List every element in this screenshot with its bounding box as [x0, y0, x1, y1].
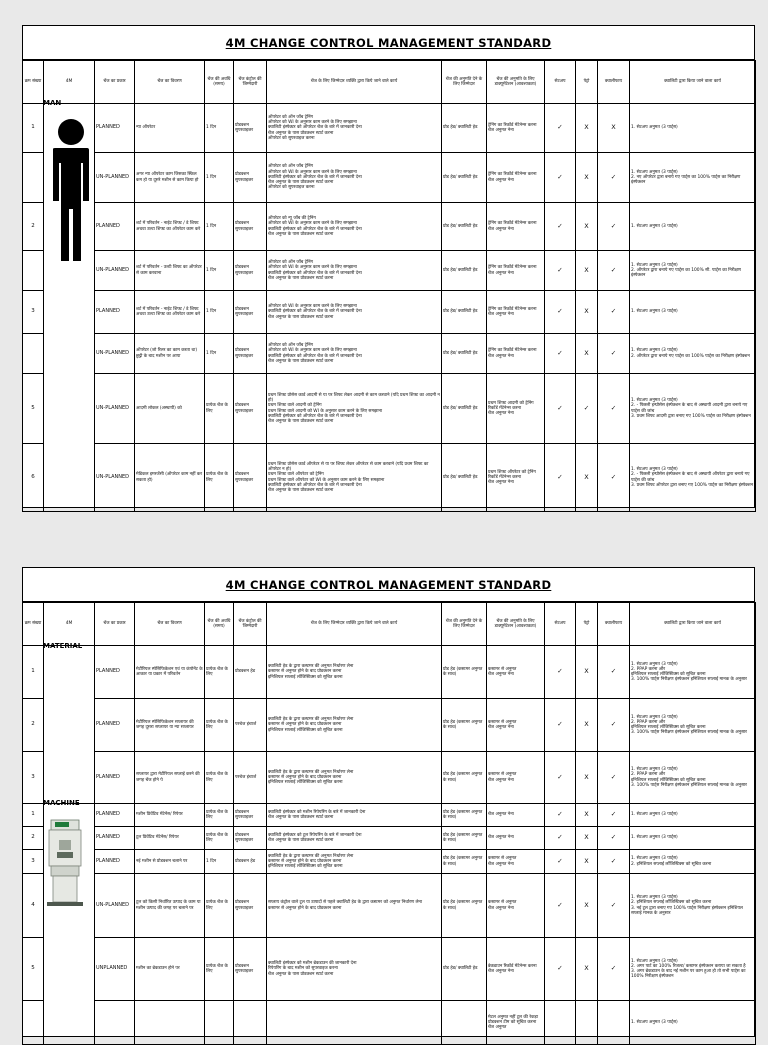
documentation-cell: कस्टमर से अनुमत चेंज अनुमत नेना [487, 646, 545, 699]
actions-cell: क्वालिटी इंस्पेक्टर को मशीन रिपेयरिंग के बारे में जानकारी देना चेंज अनुमत के पास प्रोडक्शन स्टार्ट करना [267, 804, 442, 827]
approver-cell [442, 1001, 487, 1045]
responsibility-cell: प्रोडक्शन सुपरवाइजर [234, 203, 267, 251]
setup-mark-cell: ✓ [545, 251, 576, 291]
quality-action-cell: 1. सेटअप अनुमत (3 पार्ट्स) [630, 203, 756, 251]
header-row [23, 603, 756, 646]
change-description-cell: अगर न्या ऑपरेटर काम जिसका स्किल कम हो या दूसरे मशीन से काम किया हो [135, 153, 205, 203]
responsibility-cell: प्रोडक्शन सुपरवाइजर [234, 874, 267, 938]
table-row [23, 804, 756, 827]
actions-cell: ऑपरेटर को न्यू जॉब की ट्रेनिंग ऑपरेटर को WI के अनुसार काम करने के लिए समझाना क्वालिटी इंस्पेक्टर को ऑपरेटर चेंज के बारे में जानकारी देना चेंज अनुमत के पास प्रोडक्शन स्टार्ट करना [267, 203, 442, 251]
category-cell [44, 334, 95, 374]
table-row [23, 251, 756, 291]
quality-action-cell: 1. सेटअप अनुमत (3 पार्ट्स) [630, 291, 756, 334]
quality-action-cell: 1. सेटअप अनुमत (3 पार्ट्स) 2. PPAP करना और इनिशियल सप्लाई लॉजिस्टिक्स को सूचित करना 3. 100% पार्ट्स निरीक्षण इंस्पेक्शन इनिशियल सप्लाई मानक के अनुसार [630, 752, 756, 804]
sno-cell: 2 [23, 699, 44, 752]
actions-cell: क्वालिटी इंस्पेक्टर को मशीन ब्रेकडाउन की जानकारी देना रिपेयरिंग के बाद मशीन को सुपरवाइज करना चेंज अनुमत के पास प्रोडक्शन स्टार्ट करना [267, 938, 442, 1001]
responsibility-cell: परचेज इंचार्ज [234, 752, 267, 804]
duration-cell: 1 दिन [205, 291, 234, 334]
change-type-cell: UNPLANNED [95, 938, 135, 1001]
qualify-mark-cell: ✓ [598, 938, 630, 1001]
quality-action-cell: 1. सेटअप अनुमत (3 पार्ट्स) [630, 827, 756, 850]
change-type-cell: PLANNED [95, 752, 135, 804]
setup-mark-cell: ✓ [545, 104, 576, 153]
change-type-cell [95, 1001, 135, 1045]
header-cell: सेटअप [545, 603, 576, 646]
setup-mark-cell: ✓ [545, 291, 576, 334]
table-row [23, 291, 756, 334]
change-type-cell: PLANNED [95, 104, 135, 153]
header-cell: चेंज की अवधि (समय) [205, 61, 234, 104]
patrol-mark-cell: X [576, 153, 598, 203]
qualify-mark-cell: ✓ [598, 374, 630, 444]
setup-mark-cell: ✓ [545, 850, 576, 874]
header-cell: चेंज की अनुमति देने के लिए जिम्मेदार [442, 61, 487, 104]
actions-cell [267, 1001, 442, 1045]
patrol-mark-cell: X [576, 444, 598, 512]
change-description-cell: मेडिकल इमरजेंसी (ऑपरेटर काम नहीं कर सकता हो) [135, 444, 205, 512]
documentation-cell: ट्रेनिंग का रिकॉर्ड मेंटेनेन्स करना चेंज अनुमत नेना [487, 104, 545, 153]
change-description-cell: न्या ऑपरेटर [135, 104, 205, 153]
qualify-mark-cell: ✓ [598, 334, 630, 374]
category-cell [44, 699, 95, 752]
change-description-cell: मेटीरियल स्पेसिफिकेशन एवं या कंपोनेंट के आकार या प्रकार में परिवर्तन [135, 646, 205, 699]
change-type-cell: PLANNED [95, 646, 135, 699]
header-cell: क्वालीफाय [598, 603, 630, 646]
sno-cell: 6 [23, 444, 44, 512]
quality-action-cell: 1. सेटअप अनुमत (3 पार्ट्स) 2. PPAP करना और इनिशियल सप्लाई लॉजिस्टिक्स को सूचित करना 3. 100% पार्ट्स निरीक्षण इंस्पेक्शन इनिशियल सप्लाई मानक के अनुसार [630, 699, 756, 752]
actions-cell: क्वालिटी हेड के द्वारा कस्टमर की अनुमत निर्धारण लेना कस्टमर से अनुमत होने के बाद प्रोडक्शन करना इनिशियल सप्लाई लॉजिस्टिक्स को सूचित करना [267, 752, 442, 804]
patrol-mark-cell: X [576, 334, 598, 374]
change-description-cell: मशीन का ब्रेकडाउन होने पर [135, 938, 205, 1001]
table-row [23, 874, 756, 938]
change-table-man [22, 60, 756, 512]
change-description-cell: आदमी लोकल (अस्थायी) को [135, 374, 205, 444]
change-type-cell: PLANNED [95, 203, 135, 251]
approver-cell: प्रोड हेड (कस्टमर अनुमत के साथ) [442, 874, 487, 938]
documentation-cell: ट्रेनिंग का रिकॉर्ड मेंटेनेन्स करना चेंज अनुमत नेना [487, 334, 545, 374]
patrol-mark-cell: X [576, 203, 598, 251]
sno-cell: 1 [23, 104, 44, 153]
sno-cell: 2 [23, 827, 44, 850]
qualify-mark-cell: ✓ [598, 874, 630, 938]
responsibility-cell: प्रोडक्शन सुपरवाइजर [234, 291, 267, 334]
duration-cell: प्रत्येक चेंज के लिए [205, 827, 234, 850]
rows-man [23, 104, 756, 512]
approver-cell: प्रोड हेड (कस्टमर अनुमत के साथ) [442, 646, 487, 699]
responsibility-cell: प्रोडक्शन सुपरवाइजर [234, 104, 267, 153]
responsibility-cell: प्रोडक्शन सुपरवाइजर [234, 334, 267, 374]
duration-cell [205, 1001, 234, 1045]
header-cell: क्रम संख्या [23, 603, 44, 646]
standard-sheet-material-machine [22, 567, 755, 1037]
category-label-man: MAN [43, 99, 62, 107]
documentation-cell: प्रथम शिफ्ट आदमी को ट्रेनिंग रिकॉर्ड मेंटेनेन्स करना चेंज अनुमत नेना [487, 374, 545, 444]
patrol-mark-cell: ✓ [576, 374, 598, 444]
change-type-cell: PLANNED [95, 827, 135, 850]
header-cell: क्वालिटी द्वारा किया जाने वाला कार्य [630, 61, 756, 104]
responsibility-cell: परचेज इंचार्ज [234, 699, 267, 752]
change-type-cell: PLANNED [95, 804, 135, 827]
quality-action-cell: 1. सेटअप अनुमत (3 पार्ट्स) [630, 804, 756, 827]
category-cell [44, 1001, 95, 1045]
responsibility-cell: प्रोडक्शन सुपरवाइजर [234, 374, 267, 444]
responsibility-cell [234, 1001, 267, 1045]
sno-cell [23, 251, 44, 291]
patrol-mark-cell: X [576, 938, 598, 1001]
documentation-cell: चेंज अनुमत नेना [487, 804, 545, 827]
patrol-mark-cell: X [576, 104, 598, 153]
table-row [23, 153, 756, 203]
table-row [23, 444, 756, 512]
approver-cell: प्रोड हेड (कस्टमर अनुमत के साथ) [442, 850, 487, 874]
header-cell: 4M [44, 61, 95, 104]
sheet-title: 4M CHANGE CONTROL MANAGEMENT STANDARD [23, 26, 754, 60]
actions-cell: प्रथम शिफ्ट प्रोसेस कार्ड ऑपरेटर से या पर शिफ्ट लेकर ऑपरेटर से काम करवाने (यदि प्रथम शिफ्ट का ऑपरेटर न हो) प्रथम शिफ्ट वाले ऑपरेटर को ट्रेनिंग प्रथम शिफ्ट वाले ऑपरेटर को WI के अनुसार काम करने के लिए समझाना क्वालिटी इंस्पेक्टर को ऑपरेटर चेंज के बारे में जानकारी देना चेंज अनुमत के पास प्रोडक्शन स्टार्ट करना [267, 444, 442, 512]
documentation-cell: कस्टमर से अनुमत चेंज अनुमत नेना [487, 752, 545, 804]
qualify-mark-cell: ✓ [598, 752, 630, 804]
change-type-cell: PLANNED [95, 850, 135, 874]
setup-mark-cell: ✓ [545, 374, 576, 444]
category-label-material: MATERIAL [43, 642, 83, 650]
table-row [23, 203, 756, 251]
press-machine-icon [43, 818, 87, 908]
duration-cell: 1 दिन [205, 850, 234, 874]
documentation-cell: प्रथम शिफ्ट ऑपरेटर को ट्रेनिंग रिकॉर्ड मेंटेनेन्स करना चेंज अनुमत नेना [487, 444, 545, 512]
actions-cell: क्वालिटी इंस्पेक्टर को टूल रिपेयरिंग के बारे में जानकारी देना चेंज अनुमत के पास प्रोडक्शन स्टार्ट करना [267, 827, 442, 850]
category-cell [44, 444, 95, 512]
actions-cell: ऑपरेटर को ऑन जॉब ट्रेनिंग ऑपरेटर को WI के अनुसार काम करने के लिए समझाना क्वालिटी इंस्पेक्टर को ऑपरेटर चेंज के बारे में जानकारी देना चेंज अनुमत के पास प्रोडक्शन स्टार्ट करना [267, 251, 442, 291]
duration-cell: 1 दिन [205, 251, 234, 291]
approver-cell: प्रोड हेड (कस्टमर अनुमत के साथ) [442, 804, 487, 827]
duration-cell: 1 दिन [205, 153, 234, 203]
duration-cell: 1 दिन [205, 104, 234, 153]
header-cell: चेंज कंट्रोल की जिम्मेदारी [234, 61, 267, 104]
sno-cell: 3 [23, 850, 44, 874]
table-row [23, 699, 756, 752]
category-cell [44, 374, 95, 444]
change-type-cell: UN-PLANNED [95, 444, 135, 512]
setup-mark-cell: ✓ [545, 827, 576, 850]
quality-action-cell: 1. सेटअप अनुमत (3 पार्ट्स) [630, 104, 756, 153]
table-row [23, 752, 756, 804]
quality-action-cell: 1. सेटअप अनुमत (3 पार्ट्स) 2. - पिछली इन्प्रोसेस इंस्पेक्शन के बाद से अस्थायी ऑपरेटर द्वारा बनाये गए पार्ट्स की जांच 3. प्रथम शिफ्ट ऑपरेटर द्वारा बनाए गए 100% पार्ट्स का निरीक्षण इंस्पेक्शन [630, 444, 756, 512]
documentation-cell: मेटल अनुमत नहीं टूल की रेकड़ा प्रोडक्शन टीम को सूचित करना चेंज अनुमत [487, 1001, 545, 1045]
quality-action-cell: 1. सेटअप अनुमत (3 पार्ट्स) 2. ऑपरेटर द्वारा बनाये गए पार्ट्स का 100% पार्ट्स का निरीक्षण इंस्पेक्शन [630, 334, 756, 374]
change-type-cell: PLANNED [95, 291, 135, 334]
setup-mark-cell [545, 1001, 576, 1045]
category-cell [44, 752, 95, 804]
change-type-cell: UN-PLANNED [95, 874, 135, 938]
patrol-mark-cell: X [576, 291, 598, 334]
duration-cell: प्रत्येक चेंज के लिए [205, 444, 234, 512]
documentation-cell: कस्टमर से अनुमत चेंज अनुमत नेना [487, 699, 545, 752]
change-type-cell: UN-PLANNED [95, 251, 135, 291]
duration-cell: 1 दिन [205, 334, 234, 374]
setup-mark-cell: ✓ [545, 938, 576, 1001]
change-description-cell: शर्ट में परिवर्तन - नाईट शिफ्ट / डे शिफ्ट अथवा उल्टा शिफ्ट का ऑपरेटर काम करे [135, 291, 205, 334]
actions-cell: क्वालिटी हेड के द्वारा कस्टमर की अनुमत निर्धारण लेना कस्टमर से अनुमत होने के बाद प्रोडक्शन करना इनिशियल सप्लाई लॉजिस्टिक्स को सूचित करना [267, 850, 442, 874]
patrol-mark-cell: X [576, 850, 598, 874]
header-cell: चेंज के लिए जिम्मेदार व्यक्ति द्वारा किये जाने वाले कार्य [267, 603, 442, 646]
approver-cell: प्रोड हेड/ क्वालिटी हेड [442, 444, 487, 512]
quality-action-cell: 1. सेटअप अनुमत (3 पार्ट्स) [630, 1001, 756, 1045]
change-type-cell: UN-PLANNED [95, 374, 135, 444]
documentation-cell: ट्रेनिंग का रिकॉर्ड मेंटेनेन्स करना चेंज अनुमत नेना [487, 291, 545, 334]
responsibility-cell: प्रोडक्शन सुपरवाइजर [234, 804, 267, 827]
approver-cell: प्रोड हेड/ क्वालिटी हेड [442, 291, 487, 334]
duration-cell: प्रत्येक चेंज के लिए [205, 752, 234, 804]
actions-cell: प्रथम शिफ्ट प्रोसेस कार्ड आदमी से या पर शिफ्ट लेकर आदमी से काम करवाने (यदि प्रथम शिफ्ट का आदमी न हो) प्रथम शिफ्ट वाले आदमी को ट्रेनिंग प्रथम शिफ्ट वाले आदमी को WI के अनुसार काम करने के लिए समझाना क्वालिटी इंस्पेक्टर को ऑपरेटर चेंज के बारे में जानकारी देना चेंज अनुमत के पास प्रोडक्शन स्टार्ट करना [267, 374, 442, 444]
documentation-cell: चेंज अनुमत नेना [487, 827, 545, 850]
duration-cell: प्रत्येक चेंज के लिए [205, 874, 234, 938]
table-row [23, 104, 756, 153]
patrol-mark-cell: X [576, 874, 598, 938]
responsibility-cell: प्रोडक्शन सुपरवाइजर [234, 444, 267, 512]
header-cell: पेट्रो [576, 603, 598, 646]
header-cell: चेंज की अवधि (समय) [205, 603, 234, 646]
setup-mark-cell: ✓ [545, 874, 576, 938]
qualify-mark-cell: ✓ [598, 804, 630, 827]
sno-cell: 5 [23, 938, 44, 1001]
qualify-mark-cell: ✓ [598, 291, 630, 334]
category-cell [44, 646, 95, 699]
quality-action-cell: 1. सेटअप अनुमत (3 पार्ट्स) 2. PPAP करना और इनिशियल सप्लाई लॉजिस्टिक्स को सूचित करना 3. 100% पार्ट्स निरीक्षण इंस्पेक्शन इनिशियल सप्लाई मानक के अनुसार [630, 646, 756, 699]
setup-mark-cell: ✓ [545, 804, 576, 827]
setup-mark-cell: ✓ [545, 334, 576, 374]
header-cell: 4M [44, 603, 95, 646]
setup-mark-cell: ✓ [545, 203, 576, 251]
actions-cell: ऑपरेटर को ऑन जॉब ट्रेनिंग ऑपरेटर को WI के अनुसार काम करने के लिए समझाना क्वालिटी इंस्पेक्टर को ऑपरेटर चेंज के बारे में जानकारी देना चेंज अनुमत के पास प्रोडक्शन स्टार्ट करना [267, 334, 442, 374]
actions-cell: ऑपरेटर को WI के अनुसार काम करने के लिए समझाना क्वालिटी इंस्पेक्टर को ऑपरेटर चेंज के बारे में जानकारी देना चेंज अनुमत के पास प्रोडक्शन स्टार्ट करना [267, 291, 442, 334]
approver-cell: प्रोड हेड/ क्वालिटी हेड [442, 153, 487, 203]
change-description-cell: सप्लायर द्वारा मेटीरियल सप्लाई करने की जगह चेंज होने पे [135, 752, 205, 804]
quality-action-cell: 1. सेटअप अनुमत (3 पार्ट्स) 2. अगर पार्ट का 100% रिजल्ट/ कस्टमर इंस्पेक्शन कराया जा सकता है 3. अगर ब्रेकडाउन के बाद नई मशीन पर काम हुआ हो तो सभी पार्ट्स का 100% निरीक्षण इंस्पेक्शन [630, 938, 756, 1001]
actions-cell: क्वालिटी हेड के द्वारा कस्टमर की अनुमत निर्धारण लेना कस्टमर से अनुमत होने के बाद प्रोडक्शन करना इनिशियल सप्लाई लॉजिस्टिक्स को सूचित करना [267, 699, 442, 752]
header-cell: चेंज की अनुमति के लिए डाक्यूमेंटेशन (आवश्यकता) [487, 603, 545, 646]
approver-cell: प्रोड हेड/ क्वालिटी हेड [442, 938, 487, 1001]
category-cell [44, 291, 95, 334]
header-cell: चेंज का विवरण [135, 61, 205, 104]
actions-cell: क्वालिटी हेड के द्वारा कस्टमर की अनुमत निर्धारण लेना कस्टमर से अनुमत होने के बाद प्रोडक्शन करना इनिशियल सप्लाई लॉजिस्टिक्स को सूचित करना [267, 646, 442, 699]
sno-cell: 2 [23, 203, 44, 251]
setup-mark-cell: ✓ [545, 646, 576, 699]
sno-cell: 3 [23, 752, 44, 804]
actions-cell: ऑपरेटर को ऑन जॉब ट्रेनिंग ऑपरेटर को WI के अनुसार काम करने के लिए समझाना क्वालिटी इंस्पेक्टर को ऑपरेटर चेंज के बारे में जानकारी देना चेंज अनुमत के पास प्रोडक्शन स्टार्ट करना ऑपरेटर को सुपरवाइज करना [267, 104, 442, 153]
sno-cell: 4 [23, 874, 44, 938]
change-description-cell [135, 1001, 205, 1045]
approver-cell: प्रोड हेड/ क्वालिटी हेड [442, 334, 487, 374]
qualify-mark-cell: ✓ [598, 699, 630, 752]
change-table-material-machine [22, 602, 756, 1045]
documentation-cell: ब्रेकडाउन रिकॉर्ड मेंटेनेन्स करना चेंज अनुमत नेना [487, 938, 545, 1001]
category-cell [44, 938, 95, 1001]
change-description-cell: मशीन प्रिवेंटिव मेंटेनेंस/ रिपेयर [135, 804, 205, 827]
qualify-mark-cell: ✓ [598, 251, 630, 291]
header-cell: पेट्रो [576, 61, 598, 104]
change-type-cell: PLANNED [95, 699, 135, 752]
table-row [23, 827, 756, 850]
sno-cell [23, 153, 44, 203]
setup-mark-cell: ✓ [545, 153, 576, 203]
patrol-mark-cell: X [576, 699, 598, 752]
duration-cell: प्रत्येक चेंज के लिए [205, 699, 234, 752]
qualify-mark-cell: ✓ [598, 827, 630, 850]
approver-cell: प्रोड हेड (कस्टमर अनुमत के साथ) [442, 699, 487, 752]
documentation-cell: ट्रेनिंग का रिकॉर्ड मेंटेनेन्स करना चेंज अनुमत नेना [487, 203, 545, 251]
header-row [23, 61, 756, 104]
approver-cell: प्रोड हेड/ क्वालिटी हेड [442, 203, 487, 251]
table-row [23, 374, 756, 444]
duration-cell: 1 दिन [205, 203, 234, 251]
approver-cell: प्रोड हेड (कस्टमर अनुमत के साथ) [442, 752, 487, 804]
sno-cell: 3 [23, 291, 44, 334]
quality-action-cell: 1. सेटअप अनुमत (3 पार्ट्स) 2. नए ऑपरेटर द्वारा बनाये गए पार्ट्स का 100% पार्ट्स का निरीक्षण इंस्पेक्शन [630, 153, 756, 203]
sno-cell [23, 1001, 44, 1045]
table-row [23, 938, 756, 1001]
approver-cell: प्रोड हेड/ क्वालिटी हेड [442, 374, 487, 444]
sno-cell [23, 334, 44, 374]
patrol-mark-cell: X [576, 804, 598, 827]
documentation-cell: कस्टमर से अनुमत चेंज अनुमत नेना [487, 874, 545, 938]
man-icon [45, 119, 97, 265]
approver-cell: प्रोड हेड/ क्वालिटी हेड [442, 104, 487, 153]
setup-mark-cell: ✓ [545, 752, 576, 804]
quality-action-cell: 1. सेटअप अनुमत (3 पार्ट्स) 2. इनिशियल सप्लाई लॉजिस्टिक्स को सूचित करना 3. नई टूल द्वारा बनाए गए 100% पार्ट्स निरीक्षण इंस्पेक्शन इनिशियल सप्लाई मानक के अनुसार [630, 874, 756, 938]
change-description-cell: टूल को किसी निर्धारित उत्पाद के काम या मशीन उत्पाद की जगह पर चलाने पर [135, 874, 205, 938]
rows-material-machine [23, 646, 756, 1045]
change-description-cell: मेटीरियल स्पेसिफिकेशन सप्लायर की जगह दूसरा सप्लायर या न्या सप्लायर [135, 699, 205, 752]
header-cell: क्रम संख्या [23, 61, 44, 104]
documentation-cell: ट्रेनिंग का रिकॉर्ड मेंटेनेन्स करना चेंज अनुमत नेना [487, 251, 545, 291]
quality-action-cell: 1. सेटअप अनुमत (3 पार्ट्स) 2. - पिछली इन्प्रोसेस इंस्पेक्शन के बाद से अस्थायी आदमी द्वारा बनाये गए पार्ट्स की जांच 3. प्रथम शिफ्ट आदमी द्वारा बनाए गए 100% पार्ट्स का निरीक्षण इंस्पेक्शन [630, 374, 756, 444]
patrol-mark-cell: X [576, 752, 598, 804]
change-description-cell: शर्ट में परिवर्तन - उल्टी शिफ्ट का ऑपरेटर से काम करवाना [135, 251, 205, 291]
header-cell: चेंज का प्रकार [95, 603, 135, 646]
change-description-cell: शर्ट में परिवर्तन - नाईट शिफ्ट / डे शिफ्ट अथवा उल्टा शिफ्ट का ऑपरेटर काम करे [135, 203, 205, 251]
responsibility-cell: प्रोडक्शन हेड [234, 850, 267, 874]
setup-mark-cell: ✓ [545, 444, 576, 512]
responsibility-cell: प्रोडक्शन हेड [234, 646, 267, 699]
duration-cell: प्रत्येक चेंज के लिए [205, 374, 234, 444]
change-description-cell: टूल प्रिवेंटिव मेंटेनेंस/ रिपेयर [135, 827, 205, 850]
documentation-cell: कस्टमर से अनुमत चेंज अनुमत नेना [487, 850, 545, 874]
sno-cell: 1 [23, 646, 44, 699]
table-row [23, 646, 756, 699]
change-type-cell: UN-PLANNED [95, 153, 135, 203]
table-row [23, 850, 756, 874]
sheet-title: 4M CHANGE CONTROL MANAGEMENT STANDARD [23, 568, 754, 602]
category-label-machine: MACHINE [43, 799, 80, 807]
change-type-cell: UN-PLANNED [95, 334, 135, 374]
quality-action-cell: 1. सेटअप अनुमत (3 पार्ट्स) 2. ऑपरेटर द्वारा बनाये गए पार्ट्स का 100% सी. पार्ट्स का निरीक्षण इंस्पेक्शन [630, 251, 756, 291]
qualify-mark-cell: ✓ [598, 646, 630, 699]
sno-cell: 1 [23, 804, 44, 827]
sno-cell: 5 [23, 374, 44, 444]
responsibility-cell: प्रोडक्शन सुपरवाइजर [234, 153, 267, 203]
header-cell: चेंज का विवरण [135, 603, 205, 646]
actions-cell: ऑपरेटर को ऑन जॉब ट्रेनिंग ऑपरेटर को WI के अनुसार काम करने के लिए समझाना क्वालिटी इंस्पेक्टर को ऑपरेटर चेंज के बारे में जानकारी देना चेंज अनुमत के पास प्रोडक्शन स्टार्ट करना ऑपरेटर को सुपरवाइज करना [267, 153, 442, 203]
patrol-mark-cell: X [576, 646, 598, 699]
qualify-mark-cell: ✓ [598, 850, 630, 874]
qualify-mark-cell: X [598, 104, 630, 153]
header-cell: क्वालिटी द्वारा किया जाने वाला कार्य [630, 603, 756, 646]
approver-cell: प्रोड हेड/ क्वालिटी हेड [442, 251, 487, 291]
patrol-mark-cell: X [576, 827, 598, 850]
qualify-mark-cell: ✓ [598, 203, 630, 251]
standard-sheet-man [22, 25, 755, 508]
actions-cell: सप्लाय कंट्रोल वाले टूल या उत्पादों से पहले क्वालिटी हेड के द्वारा कस्टमर को अनुमत निर्धारण लेना कस्टमर से अनुमत होने के बाद प्रोडक्शन करना [267, 874, 442, 938]
table-row [23, 334, 756, 374]
quality-action-cell: 1. सेटअप अनुमत (3 पार्ट्स) 2. इनिशियल सप्लाई लॉजिस्टिक्स को सूचित करना [630, 850, 756, 874]
documentation-cell: ट्रेनिंग का रिकॉर्ड मेंटेनेन्स करना चेंज अनुमत नेना [487, 153, 545, 203]
approver-cell: प्रोड हेड (कस्टमर अनुमत के साथ) [442, 827, 487, 850]
duration-cell: प्रत्येक चेंज के लिए [205, 646, 234, 699]
header-cell: चेंज के लिए जिम्मेदार व्यक्ति द्वारा किये जाने वाले कार्य [267, 61, 442, 104]
patrol-mark-cell: X [576, 251, 598, 291]
qualify-mark-cell: ✓ [598, 153, 630, 203]
header-cell: क्वालीफाय [598, 61, 630, 104]
responsibility-cell: प्रोडक्शन सुपरवाइजर [234, 938, 267, 1001]
responsibility-cell: प्रोडक्शन सुपरवाइजर [234, 827, 267, 850]
qualify-mark-cell: ✓ [598, 444, 630, 512]
change-description-cell: ऑपरेटर (जो रिलर का काम करता था) छुट्टी के बाद मशीन पर आया [135, 334, 205, 374]
patrol-mark-cell [576, 1001, 598, 1045]
responsibility-cell: प्रोडक्शन सुपरवाइजर [234, 251, 267, 291]
header-cell: सेटअप [545, 61, 576, 104]
header-cell: चेंज कंट्रोल की जिम्मेदारी [234, 603, 267, 646]
header-cell: चेंज का प्रकार [95, 61, 135, 104]
change-description-cell: नई मशीन से प्रोडक्शन चलाने पर [135, 850, 205, 874]
table-row [23, 1001, 756, 1045]
duration-cell: प्रत्येक चेंज के लिए [205, 938, 234, 1001]
header-cell: चेंज की अनुमति के लिए डाक्यूमेंटेशन (आवश्यकता) [487, 61, 545, 104]
duration-cell: प्रत्येक चेंज के लिए [205, 804, 234, 827]
setup-mark-cell: ✓ [545, 699, 576, 752]
header-cell: चेंज की अनुमति देने के लिए जिम्मेदार [442, 603, 487, 646]
qualify-mark-cell [598, 1001, 630, 1045]
